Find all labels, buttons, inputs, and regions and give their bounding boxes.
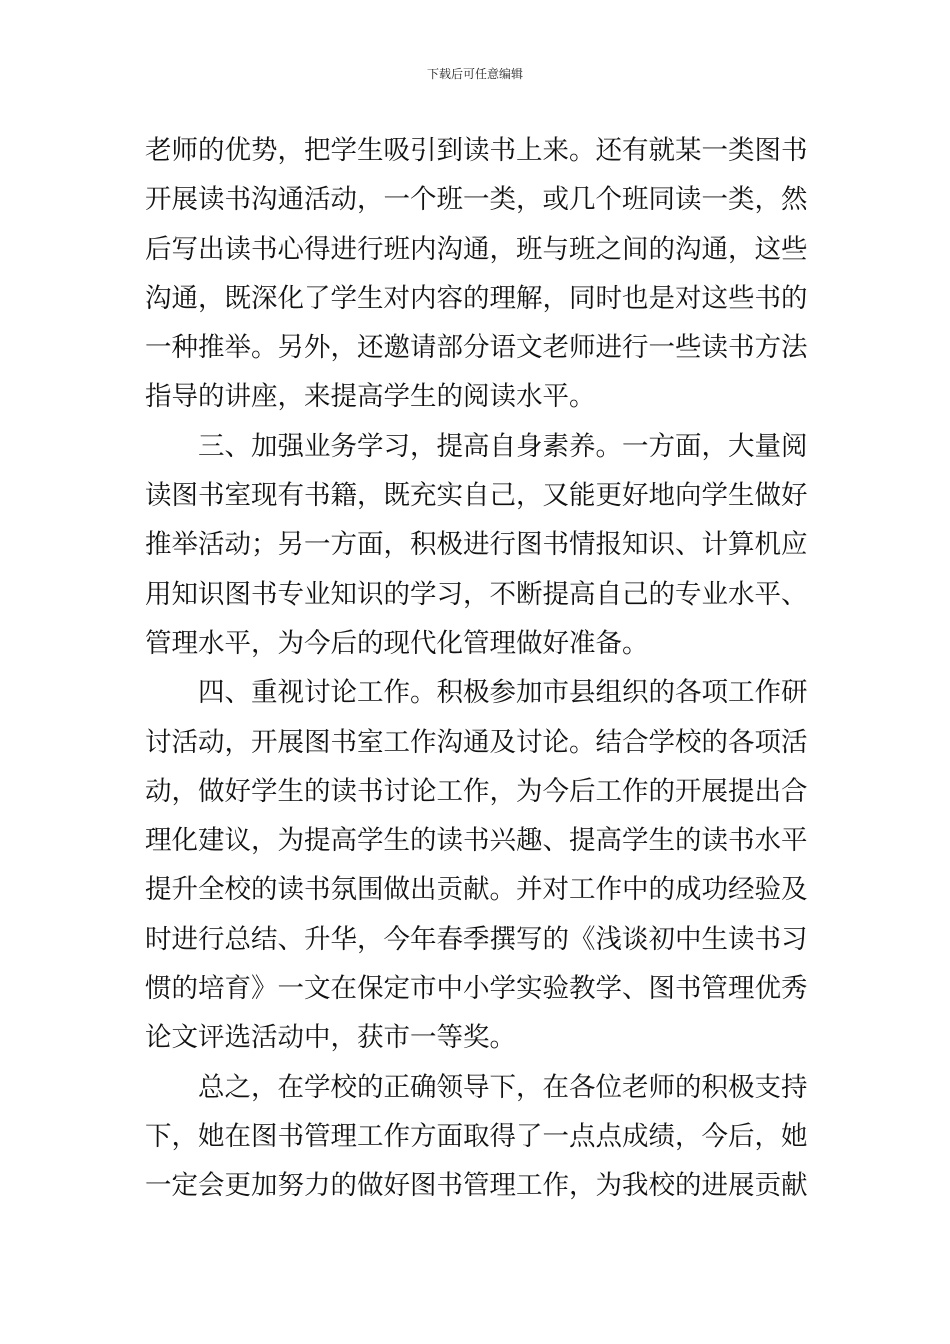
text-line: 读图书室现有书籍，既充实自己，又能更好地向学生做好 <box>145 480 808 512</box>
document-body <box>145 126 808 1211</box>
text-line: 用知识图书专业知识的学习，不断提高自己的专业水平、 <box>145 578 808 610</box>
text-line: 后写出读书心得进行班内沟通，班与班之间的沟通，这些 <box>145 233 808 265</box>
text-line: 管理水平，为今后的现代化管理做好准备。 <box>145 627 649 659</box>
text-line: 讨活动，开展图书室工作沟通及讨论。结合学校的各项活 <box>145 726 808 758</box>
text-line: 总之，在学校的正确领导下，在各位老师的积极支持 <box>198 1071 808 1103</box>
text-line: 下，她在图书管理工作方面取得了一点点成绩，今后，她 <box>145 1120 808 1152</box>
text-line: 提升全校的读书氛围做出贡献。并对工作中的成功经验及 <box>145 874 808 906</box>
text-line: 论文评选活动中，获市一等奖。 <box>145 1022 516 1054</box>
text-line: 三、加强业务学习，提高自身素养。一方面，大量阅 <box>198 430 808 462</box>
text-line: 理化建议，为提高学生的读书兴趣、提高学生的读书水平 <box>145 825 808 857</box>
text-line: 一定会更加努力的做好图书管理工作，为我校的进展贡献 <box>145 1170 808 1202</box>
text-line: 老师的优势，把学生吸引到读书上来。还有就某一类图书 <box>145 135 808 166</box>
text-line: 开展读书沟通活动，一个班一类，或几个班同读一类，然 <box>145 184 808 216</box>
text-line: 指导的讲座，来提高学生的阅读水平。 <box>145 381 596 413</box>
text-line: 沟通，既深化了学生对内容的理解，同时也是对这些书的 <box>145 282 808 314</box>
text-line: 一种推举。另外，还邀请部分语文老师进行一些读书方法 <box>145 332 808 364</box>
text-line: 动，做好学生的读书讨论工作，为今后工作的开展提出合 <box>145 775 808 807</box>
text-line: 推举活动；另一方面，积极进行图书情报知识、计算机应 <box>145 529 808 561</box>
text-line: 惯的培育》一文在保定市中小学实验教学、图书管理优秀 <box>145 973 808 1005</box>
text-line: 四、重视讨论工作。积极参加市县组织的各项工作研 <box>198 677 808 709</box>
page-header: 下载后可任意编辑 <box>426 67 523 81</box>
text-line: 时进行总结、升华，今年春季撰写的《浅谈初中生读书习 <box>145 923 808 955</box>
